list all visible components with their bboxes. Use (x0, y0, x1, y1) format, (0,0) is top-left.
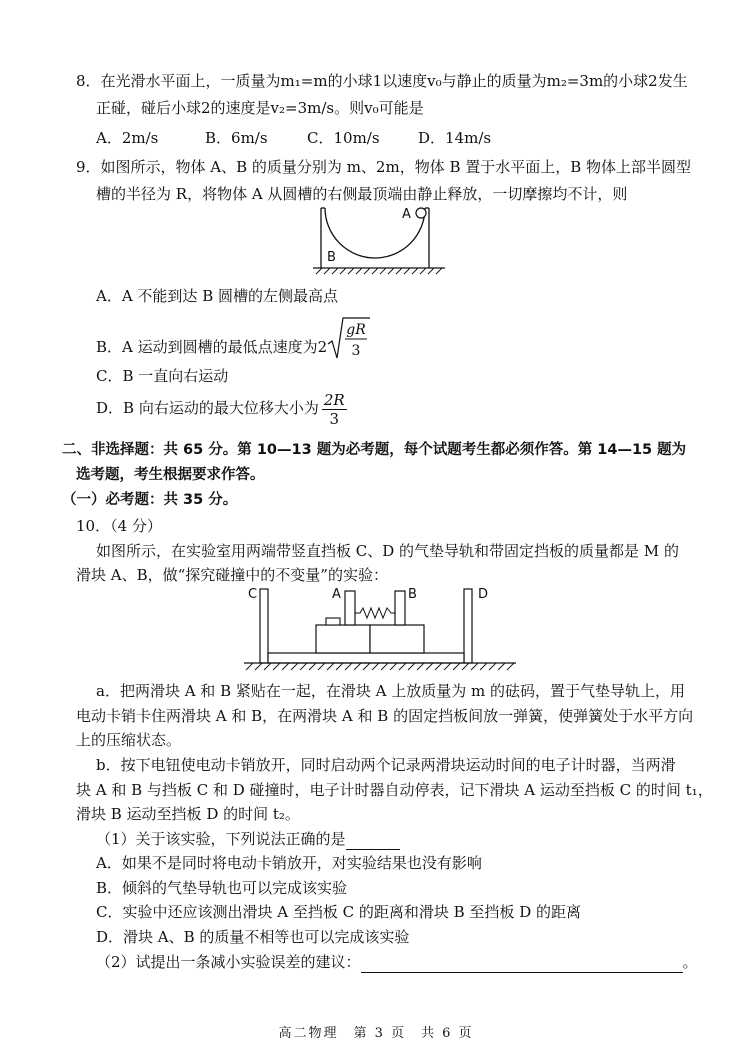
section-2-line1: 二、非选择题：共 65 分。第 10—13 题为必考题，每个试题考生都必须作答。第 14—15 题为 (62, 442, 687, 458)
q10-intro-line2: 滑块 A、B，做“探究碰撞中的不变量”的实验： (76, 566, 388, 584)
q8-line1: 8．在光滑水平面上，一质量为m₁=m的小球1以速度v₀与静止的质量为m₂=3m的小球2发生 (76, 72, 688, 90)
q10-part2-end: 。 (682, 953, 698, 971)
q8-option-d: D．14m/s (418, 129, 492, 147)
figure-label-a: A (332, 587, 341, 602)
figure-label-d: D (478, 587, 489, 602)
figure-label-b: B (408, 587, 417, 602)
q9-option-c: C．B 一直向右运动 (96, 367, 229, 385)
answer-blank (346, 829, 400, 850)
figure-label-a: A (402, 207, 411, 222)
q10-step-b-line2: 块 A 和 B 与挡板 C 和 D 碰撞时，电子计时器自动停表，记下滑块 A 运动至挡板 C 的时间 t₁， (76, 781, 713, 799)
q8-line2: 正碰，碰后小球2的速度是v₂=3m/s。则v₀可能是 (96, 99, 424, 117)
q10-part1-text: （1）关于该实验，下列说法正确的是 (96, 830, 346, 848)
q9-option-d-text: D．B 向右运动的最大位移大小为 (96, 399, 319, 417)
q10-option-d: D．滑块 A、B 的质量不相等也可以完成该实验 (96, 928, 410, 946)
q10-option-b: B．倾斜的气垫导轨也可以完成该实验 (96, 879, 348, 897)
answer-blank (361, 952, 683, 973)
q9-option-b (96, 316, 371, 362)
section-2-subheading: （一）必考题：共 35 分。 (62, 492, 238, 508)
q9-option-a: A．A 不能到达 B 圆槽的左侧最高点 (96, 287, 338, 305)
q10-part2 (96, 952, 698, 973)
q10-part2-text: （2）试提出一条减小实验误差的建议： (96, 953, 361, 971)
q8-option-a: A．2m/s (96, 129, 159, 147)
fraction-numerator: 2R (323, 390, 345, 409)
sqrt-expression (327, 316, 371, 380)
fraction (322, 391, 347, 428)
q10-step-a-line3: 上的压缩状态。 (76, 731, 182, 749)
figure-label-c: C (248, 587, 258, 602)
q8-option-c: C．10m/s (307, 129, 380, 147)
section-2-line2: 选考题，考生根据要求作答。 (76, 467, 265, 483)
sqrt-numerator: gR (346, 322, 366, 338)
q10-intro-line1: 如图所示，在实验室用两端带竖直挡板 C、D 的气垫导轨和带固定挡板的质量都是 M 的 (96, 542, 679, 560)
air-track-figure (240, 585, 520, 673)
q9-option-b-coefficient: 2 (317, 338, 328, 356)
q10-step-b-line3: 滑块 B 运动至挡板 D 的时间 t₂。 (76, 805, 300, 823)
q10-header: 10．（4 分） (76, 517, 162, 535)
fraction-denominator: 3 (329, 409, 340, 428)
q10-step-b-line1: b．按下电钮使电动卡销放开，同时启动两个记录两滑块运动时间的电子计时器，当两滑 (96, 756, 676, 774)
q10-step-a-line1: a．把两滑块 A 和 B 紧贴在一起，在滑块 A 上放质量为 m 的砝码，置于气垫导轨上，用 (96, 682, 686, 700)
q9-option-b-text: B．A 运动到圆槽的最低点速度为 (96, 338, 318, 356)
q9-line2: 槽的半径为 R，将物体 A 从圆槽的右侧最顶端由静止释放，一切摩擦均不计，则 (96, 185, 628, 203)
q10-option-c: C．实验中还应该测出滑块 A 至挡板 C 的距离和滑块 B 至挡板 D 的距离 (96, 903, 581, 921)
page-footer: 高二物理 第 3 页 共 6 页 (278, 1026, 474, 1041)
q8-option-b: B．6m/s (205, 129, 268, 147)
q10-part1 (96, 829, 400, 850)
q10-step-a-line2: 电动卡销卡住两滑块 A 和 B，在两滑块 A 和 B 的固定挡板间放一弹簧，使弹簧处于水平方向 (76, 707, 694, 725)
figure-label-b: B (327, 250, 336, 265)
q9-line1: 9．如图所示，物体 A、B 的质量分别为 m、2m，物体 B 置于水平面上，B 物体上部半圆型 (76, 158, 692, 176)
q9-option-d (96, 388, 347, 428)
semicircle-groove-figure (308, 205, 450, 277)
ball-a (416, 208, 426, 218)
q10-option-a: A．如果不是同时将电动卡销放开，对实验结果也没有影响 (96, 854, 482, 872)
sqrt-denominator: 3 (351, 343, 361, 359)
